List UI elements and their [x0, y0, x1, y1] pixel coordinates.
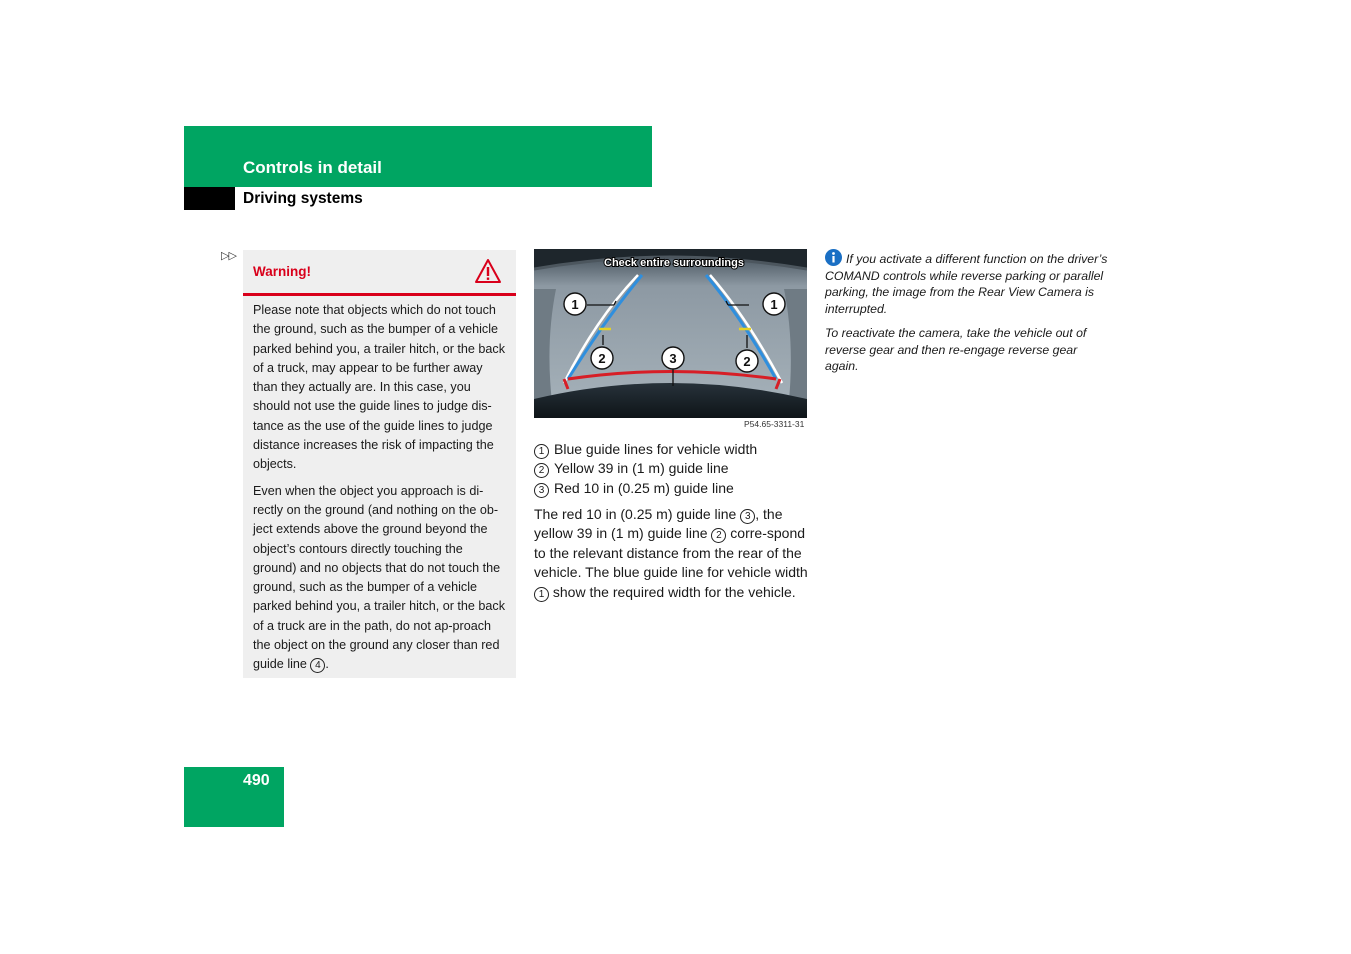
legend-number: 3 — [534, 483, 549, 498]
callout-1-left — [564, 293, 586, 315]
subsection-title: Driving systems — [243, 190, 363, 207]
svg-text:1: 1 — [571, 297, 579, 312]
warning-paragraph-1: Please note that objects which do not touch the ground, such as the bumper of a vehicle parked behind you, a trailer hitch, or the back of a truck, may appear to be further away than they actually are. In this case, you should not use the guide lines to judge dis-tance as the use of the guide lines to judge distance increases the risk of impacting the objects. — [253, 303, 506, 472]
ref-number-4: 4 — [310, 658, 325, 673]
legend-text: Red 10 in (0.25 m) guide line — [554, 479, 734, 496]
svg-text:2: 2 — [743, 354, 751, 369]
warning-body — [243, 296, 516, 675]
legend-number: 1 — [534, 444, 549, 459]
svg-text:3: 3 — [669, 351, 677, 366]
legend-item-2 — [534, 459, 757, 478]
para-text-1: The red 10 in (0.25 m) guide line — [534, 506, 737, 522]
info-note — [825, 249, 1110, 382]
legend-text: Yellow 39 in (1 m) guide line — [554, 460, 729, 477]
image-caption: P54.65-3311-31 — [744, 419, 805, 429]
callout-3 — [662, 347, 684, 369]
warning-label: Warning! — [253, 264, 311, 279]
guide-line-description — [534, 505, 809, 602]
para-text-4: show the required width for the vehicle. — [549, 583, 796, 600]
info-icon — [825, 249, 842, 266]
warning-paragraph-2-text: Even when the object you approach is di-rectly on the ground (and nothing on the ob-ject extends above the ground beyond the object’s contours directly touching the ground) and no objects that do not touch the ground, such as the bumper of a vehicle parked behind you, a trailer hitch, or the back of a truck are in the path, do not ap-proach the object on the ground any closer than red guide line — [253, 483, 506, 672]
para-text-3: corre-spond to the relevant distance from the rear of the vehicle. The blue guide line for vehicle width — [534, 525, 808, 581]
page-number: 490 — [243, 772, 270, 789]
warning-triangle-icon — [474, 258, 502, 284]
ref-number-2: 2 — [711, 528, 726, 543]
svg-text:2: 2 — [598, 351, 606, 366]
info-paragraph-1 — [825, 249, 1110, 318]
legend-item-1 — [534, 440, 757, 459]
legend-number: 2 — [534, 463, 549, 478]
rear-view-camera-image — [534, 249, 807, 418]
warning-paragraph-2 — [253, 482, 508, 675]
callout-1-right — [763, 293, 785, 315]
ref-number-3: 3 — [740, 509, 755, 524]
ref-number-1: 1 — [534, 587, 549, 602]
warning-paragraph-2-end: . — [325, 657, 329, 672]
legend-item-3 — [534, 479, 757, 498]
header-marker — [184, 187, 235, 210]
camera-overlay-text: Check entire surroundings — [604, 257, 744, 269]
svg-text:1: 1 — [770, 297, 778, 312]
info-paragraph-2: To reactivate the camera, take the vehicle out of reverse gear and then re-engage reverse gear again. — [825, 325, 1087, 374]
legend-text: Blue guide lines for vehicle width — [554, 441, 758, 457]
continuation-marker: ▷▷ — [221, 250, 236, 262]
warning-header — [243, 250, 516, 296]
legend-list — [534, 440, 757, 498]
para-text-2: , the yellow 39 in (1 m) guide line — [534, 506, 783, 542]
warning-box — [243, 250, 516, 678]
callout-2-right — [736, 350, 758, 372]
section-title: Controls in detail — [243, 158, 382, 177]
callout-2-left — [591, 347, 613, 369]
info-text-1: If you activate a different function on the driver’s COMAND controls while reverse parking or parallel parking, the image from the Rear View Camera is interrupted. — [825, 252, 1108, 317]
